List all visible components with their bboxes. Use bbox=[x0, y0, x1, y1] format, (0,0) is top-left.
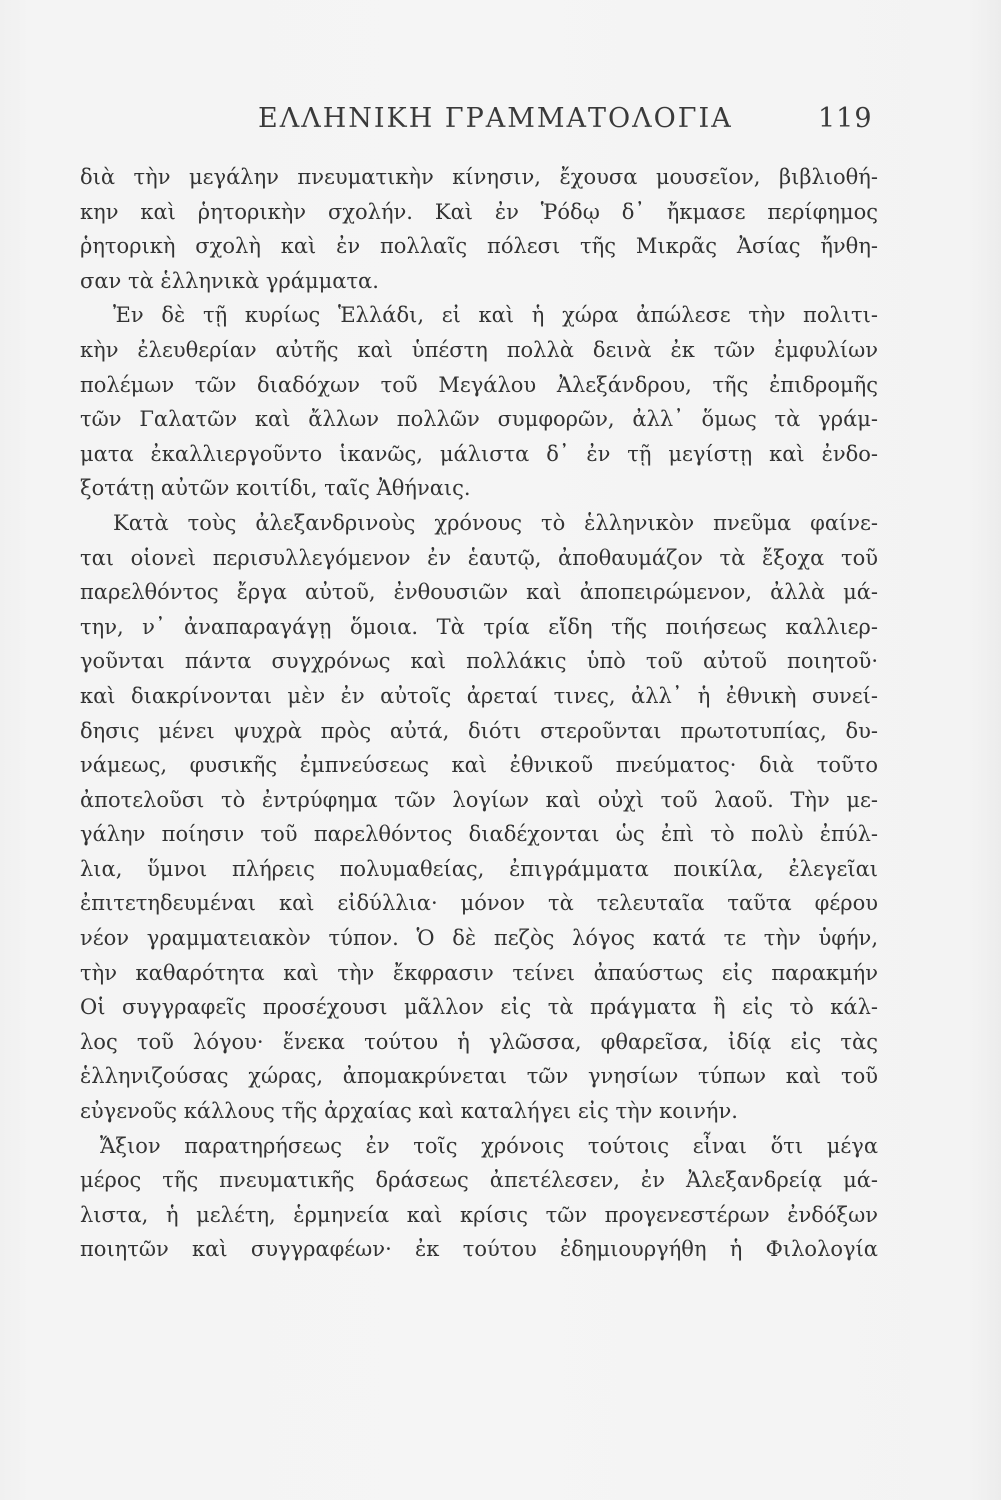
text-line: λος τοῦ λόγου· ἕνεκα τούτου ἡ γλῶσσα, φθαρεῖσα, ἰδίᾳ εἰς τὰς bbox=[80, 1029, 878, 1054]
text-line: Ἄξιον παρατηρήσεως ἐν τοῖς χρόνοις τούτοις εἶναι ὅτι μέγα bbox=[100, 1133, 878, 1158]
text-line: σαν τὰ ἑλληνικὰ γράμματα. bbox=[80, 268, 379, 293]
text-line: δησις μένει ψυχρὰ πρὸς αὐτά, διότι στεροῦνται πρωτοτυπίας, δυ- bbox=[80, 718, 878, 743]
text-line: διὰ τὴν μεγάλην πνευματικὴν κίνησιν, ἔχουσα μουσεῖον, βιβλιοθή- bbox=[80, 165, 878, 189]
text-line: Ἐν δὲ τῇ κυρίως Ἑλλάδι, εἰ καὶ ἡ χώρα ἀπώλεσε τὴν πολιτι- bbox=[113, 303, 878, 328]
text-line: ἐπιτετηδευμέναι καὶ εἰδύλλια· μόνον τὰ τελευταῖα ταῦτα φέρου bbox=[80, 891, 878, 916]
running-title: ΕΛΛΗΝΙΚΗ ΓΡΑΜΜΑΤΟΛΟΓΙΑ bbox=[258, 103, 733, 134]
text-line: λιστα, ἡ μελέτη, ἑρμηνεία καὶ κρίσις τῶν προγενεστέρων ἐνδόξων bbox=[80, 1202, 878, 1227]
paragraph bbox=[80, 506, 878, 1129]
text-line: την, ν᾽ ἀναπαραγάγῃ ὅμοια. Τὰ τρία εἴδη τῆς ποιήσεως καλλιερ- bbox=[80, 614, 878, 639]
text-line: πολέμων τῶν διαδόχων τοῦ Μεγάλου Ἀλεξάνδρου, τῆς ἐπιδρομῆς bbox=[80, 372, 878, 397]
text-line: κὴν ἐλευθερίαν αὐτῆς καὶ ὑπέστη πολλὰ δεινὰ ἐκ τῶν ἐμφυλίων bbox=[80, 337, 878, 362]
text-line: κην καὶ ῥητορικὴν σχολήν. Καὶ ἐν Ῥόδῳ δ᾽ ἤκμασε περίφημος bbox=[80, 199, 878, 224]
text-line: γοῦνται πάντα συγχρόνως καὶ πολλάκις ὑπὸ τοῦ αὐτοῦ ποιητοῦ· bbox=[80, 649, 878, 674]
text-line: καὶ διακρίνονται μὲν ἐν αὐτοῖς ἀρεταί τινες, ἀλλ᾽ ἡ ἐθνικὴ συνεί- bbox=[80, 683, 878, 708]
paragraph bbox=[80, 1129, 878, 1267]
text-line: ματα ἐκαλλιεργοῦντο ἱκανῶς, μάλιστα δ᾽ ἐν τῇ μεγίστῃ καὶ ἐνδο- bbox=[80, 441, 878, 466]
text-line: τῶν Γαλατῶν καὶ ἄλλων πολλῶν συμφορῶν, ἀλλ᾽ ὅμως τὰ γράμ- bbox=[80, 407, 878, 432]
text-line: ῥητορικὴ σχολὴ καὶ ἐν πολλαῖς πόλεσι τῆς Μικρᾶς Ἀσίας ἤνθη- bbox=[80, 234, 878, 259]
text-line: Κατὰ τοὺς ἀλεξανδρινοὺς χρόνους τὸ ἑλληνικὸν πνεῦμα φαίνε- bbox=[113, 510, 878, 535]
page-header bbox=[0, 103, 1001, 143]
text-line: Οἱ συγγραφεῖς προσέχουσι μᾶλλον εἰς τὰ πράγματα ἢ εἰς τὸ κάλ- bbox=[80, 995, 878, 1020]
paragraph bbox=[80, 160, 878, 298]
text-line: ξοτάτῃ αὐτῶν κοιτίδι, ταῖς Ἀθήναις. bbox=[80, 476, 471, 501]
text-line: ἑλληνιζούσας χώρας, ἀπομακρύνεται τῶν γνησίων τύπων καὶ τοῦ bbox=[80, 1064, 878, 1089]
paragraph bbox=[80, 298, 878, 506]
text-line: νάμεως, φυσικῆς ἐμπνεύσεως καὶ ἐθνικοῦ πνεύματος· διὰ τοῦτο bbox=[80, 753, 878, 778]
text-line: παρελθόντος ἔργα αὐτοῦ, ἐνθουσιῶν καὶ ἀποπειρώμενον, ἀλλὰ μά- bbox=[80, 580, 878, 605]
text-line: νέον γραμματειακὸν τύπον. Ὁ δὲ πεζὸς λόγος κατά τε τὴν ὑφήν, bbox=[80, 926, 878, 951]
text-line: μέρος τῆς πνευματικῆς δράσεως ἀπετέλεσεν, ἐν Ἀλεξανδρείᾳ μά- bbox=[80, 1168, 878, 1193]
text-line: λια, ὕμνοι πλήρεις πολυμαθείας, ἐπιγράμματα ποικίλα, ἐλεγεῖαι bbox=[80, 856, 878, 881]
page-number: 119 bbox=[818, 103, 873, 134]
text-line: ποιητῶν καὶ συγγραφέων· ἐκ τούτου ἐδημιουργήθη ἡ Φιλολογία bbox=[80, 1237, 878, 1262]
text-line: ἀποτελοῦσι τὸ ἐντρύφημα τῶν λογίων καὶ οὐχὶ τοῦ λαοῦ. Τὴν με- bbox=[80, 787, 878, 812]
text-line: εὐγενοῦς κάλλους τῆς ἀρχαίας καὶ καταλήγει εἰς τὴν κοινήν. bbox=[80, 1099, 738, 1124]
text-line: ται οἱονεὶ περισυλλεγόμενον ἐν ἑαυτῷ, ἀποθαυμάζον τὰ ἔξοχα τοῦ bbox=[80, 545, 878, 570]
text-line: γάλην ποίησιν τοῦ παρελθόντος διαδέχονται ὡς ἐπὶ τὸ πολὺ ἐπύλ- bbox=[80, 822, 878, 847]
text-line: τὴν καθαρότητα καὶ τὴν ἔκφρασιν τείνει ἀπαύστως εἰς παρακμήν bbox=[80, 960, 878, 985]
body-text bbox=[80, 160, 878, 1267]
